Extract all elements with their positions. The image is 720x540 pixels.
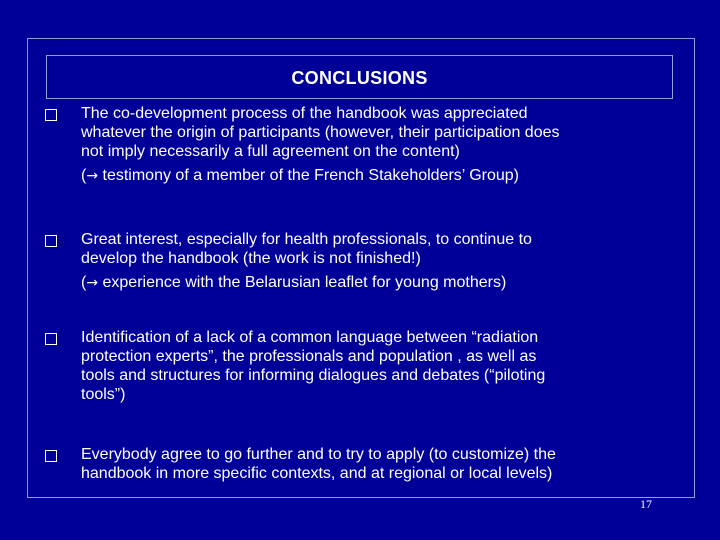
bullet-text: Great interest, especially for health professionals, to continue to develop the handbook (the work is not finished!) (→ experience with the Belarusian leaflet for young mothers) <box>81 230 693 293</box>
bullet-note: (→ testimony of a member of the French Stakeholders’ Group) <box>81 167 519 184</box>
bullet-text: The co-development process of the handbook was appreciated whatever the origin of participants (however, their participation does not imply necessarily a full agreement on the content) (→ testimony of a member of the French Stakeholders’ Group) <box>81 104 693 186</box>
bullet-note: (→ experience with the Belarusian leaflet for young mothers) <box>81 274 507 291</box>
bullet-text: Identification of a lack of a common language between “radiation protection experts”, the professionals and population , as well as tools and structures for informing dialogues and debates (“piloting tools”) <box>81 329 546 403</box>
title-box <box>46 55 673 99</box>
slide-title: CONCLUSIONS <box>291 68 428 88</box>
checkbox-icon <box>45 109 57 121</box>
checkbox-icon <box>45 333 57 345</box>
bullet-text: Everybody agree to go further and to try to apply (to customize) the handbook in more specific contexts, and at regional or local levels) <box>81 446 556 482</box>
right-arrow-icon: → <box>86 275 99 291</box>
checkbox-icon <box>45 450 57 462</box>
page-number: 17 <box>640 497 652 511</box>
right-arrow-icon: → <box>86 168 99 184</box>
checkbox-icon <box>45 235 57 247</box>
